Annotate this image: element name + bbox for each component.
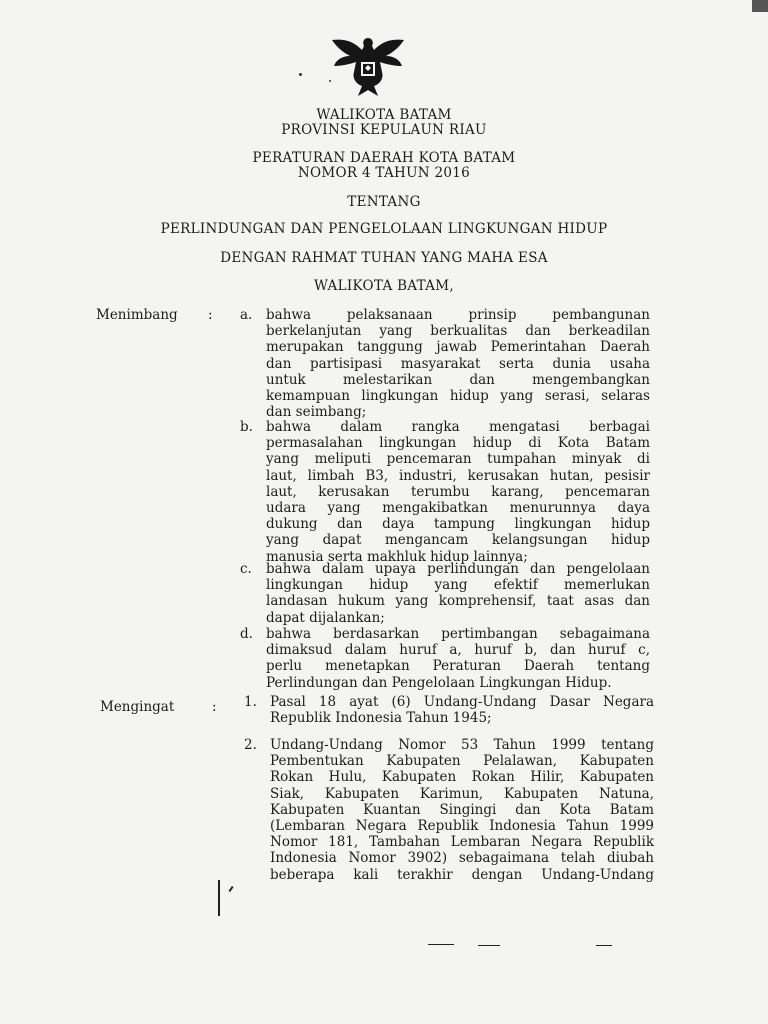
item-line: dan seimbang; xyxy=(266,404,367,421)
item-line: bahwa dalam rangka mengatasi berbagai xyxy=(266,419,650,435)
item-line: laut, kerusakan terumbu karang, pencemaran xyxy=(266,483,650,500)
garuda-emblem-icon xyxy=(318,32,418,102)
menimbang-item-b xyxy=(240,419,650,565)
item-line: Siak, Kabupaten Karimun, Kabupaten Natuna, xyxy=(270,785,654,802)
item-line: bahwa berdasarkan pertimbangan sebagaimana xyxy=(266,626,650,642)
item-line: kemampuan lingkungan hidup yang serasi, selaras xyxy=(266,387,650,404)
scan-margin-mark xyxy=(218,880,220,916)
item-line: bahwa pelaksanaan prinsip pembangunan xyxy=(266,307,650,323)
scan-dash xyxy=(596,945,612,946)
item-line: Kabupaten Kuantan Singingi dan Kota Batam xyxy=(270,801,654,818)
issuer-line: WALIKOTA BATAM, xyxy=(314,278,454,294)
item-line: landasan hukum yang komprehensif, taat asas dan xyxy=(266,593,650,610)
office-title: WALIKOTA BATAM xyxy=(316,107,452,123)
mengingat-colon: : xyxy=(212,699,217,715)
mengingat-label: Mengingat xyxy=(100,699,175,715)
item-marker: b. xyxy=(240,419,253,435)
item-line: udara yang mengakibatkan menurunnya daya xyxy=(266,499,650,516)
item-marker: c. xyxy=(240,561,252,577)
scan-check-mark xyxy=(228,886,233,892)
item-line: dukung dan daya tampung lingkungan hidup xyxy=(266,516,650,533)
item-line: untuk melestarikan dan mengembangkan xyxy=(266,371,650,388)
item-marker: d. xyxy=(240,626,253,642)
item-line: bahwa dalam upaya perlindungan dan pengelolaan xyxy=(266,561,650,577)
item-line: Pasal 18 ayat (6) Undang-Undang Dasar Negara xyxy=(270,694,654,710)
item-line: lingkungan hidup yang efektif memerlukan xyxy=(266,577,650,594)
item-line: perlu menetapkan Peraturan Daerah tentang xyxy=(266,658,650,675)
regulation-number: NOMOR 4 TAHUN 2016 xyxy=(297,165,471,181)
item-line: (Lembaran Negara Republik Indonesia Tahun 1999 xyxy=(270,817,654,834)
item-line: dimaksud dalam huruf a, huruf b, dan huruf c, xyxy=(266,642,650,659)
item-line: beberapa kali terakhir dengan Undang-Undang xyxy=(270,866,654,883)
item-marker: 2. xyxy=(244,737,257,753)
about-heading: TENTANG xyxy=(347,194,421,210)
item-line: Perlindungan dan Pengelolaan Lingkungan Hidup. xyxy=(266,674,612,691)
item-marker: 1. xyxy=(244,694,257,710)
item-line: merupakan tanggung jawab Pemerintahan Daerah xyxy=(266,339,650,356)
item-line: laut, limbah B3, industri, kerusakan hutan, pesisir xyxy=(266,467,650,484)
item-line: Undang-Undang Nomor 53 Tahun 1999 tentang xyxy=(270,737,654,753)
menimbang-item-c xyxy=(240,561,650,626)
item-line: yang dapat mengancam kelangsungan hidup xyxy=(266,532,650,549)
grace-line: DENGAN RAHMAT TUHAN YANG MAHA ESA xyxy=(220,250,548,266)
item-line: manusia serta makhluk hidup lainnya; xyxy=(266,548,528,565)
menimbang-item-a xyxy=(240,307,650,420)
scan-speck xyxy=(329,80,331,82)
mengingat-item-1 xyxy=(244,694,654,726)
scan-dash xyxy=(478,945,500,946)
item-line: Nomor 181, Tambahan Lembaran Negara Republik xyxy=(270,834,654,851)
item-line: Rokan Hulu, Kabupaten Rokan Hilir, Kabupaten xyxy=(270,769,654,786)
item-line: yang meliputi pencemaran tumpahan minyak di xyxy=(266,451,650,468)
item-line: dan partisipasi masyarakat serta dunia usaha xyxy=(266,355,650,372)
item-line: permasalahan lingkungan hidup di Kota Batam xyxy=(266,435,650,452)
scan-dash xyxy=(428,944,454,945)
item-line: Republik Indonesia Tahun 1945; xyxy=(270,710,492,727)
item-line: Pembentukan Kabupaten Pelalawan, Kabupaten xyxy=(270,753,654,770)
menimbang-label: Menimbang xyxy=(96,307,178,323)
mengingat-item-2 xyxy=(244,737,654,883)
item-line: berkelanjutan yang berkualitas dan berkeadilan xyxy=(266,323,650,340)
scan-corner-shadow xyxy=(752,0,768,12)
menimbang-colon: : xyxy=(208,307,213,323)
item-line: dapat dijalankan; xyxy=(266,609,385,626)
menimbang-item-d xyxy=(240,626,650,691)
scan-speck xyxy=(299,73,302,76)
item-marker: a. xyxy=(240,307,253,323)
item-line: Indonesia Nomor 3902) sebagaimana telah diubah xyxy=(270,850,654,867)
province-title: PROVINSI KEPULAUN RIAU xyxy=(281,122,487,138)
regulation-title: PERATURAN DAERAH KOTA BATAM xyxy=(252,150,516,166)
subject-title: PERLINDUNGAN DAN PENGELOLAAN LINGKUNGAN HIDUP xyxy=(160,221,608,237)
